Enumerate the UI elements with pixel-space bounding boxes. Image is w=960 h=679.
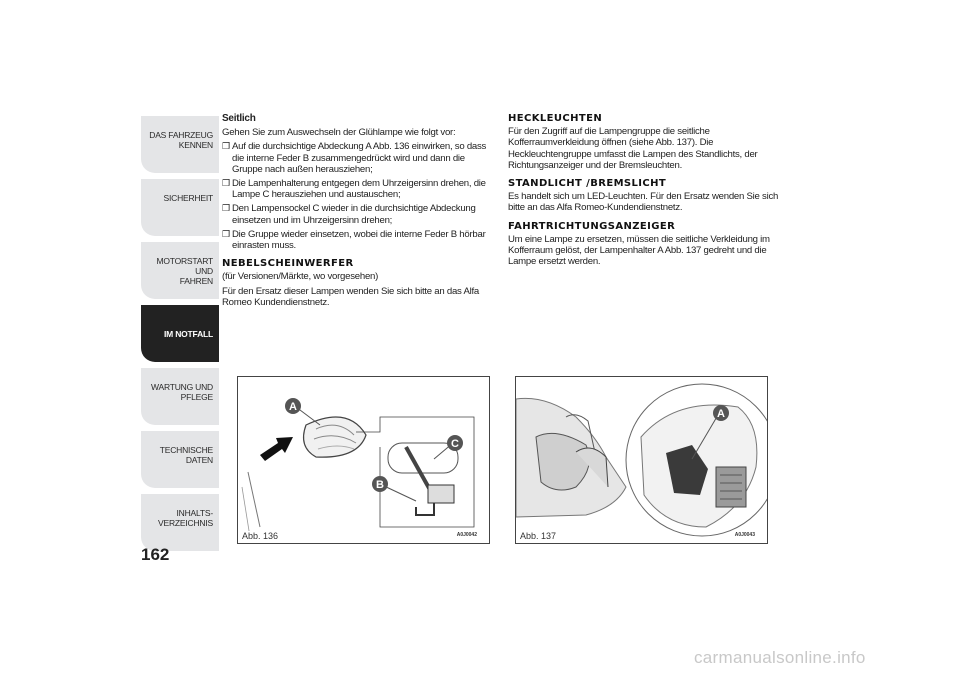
list-item: ❒ Die Lampenhalterung entgegen dem Uhrzeigersinn drehen, die Lampe C herausziehen und austauschen; bbox=[222, 178, 486, 201]
right-text-column bbox=[508, 113, 780, 270]
tab-technische-daten[interactable]: TECHNISCHE DATEN bbox=[141, 431, 219, 488]
list-item: ❒ Den Lampensockel C wieder in die durchsichtige Abdeckung einsetzen und im Uhrzeigersinn drehen; bbox=[222, 203, 476, 226]
watermark: carmanualsonline.info bbox=[694, 648, 866, 667]
figure-137 bbox=[515, 376, 768, 544]
trunk-lamp-illustration bbox=[516, 377, 767, 543]
checkbox-bullet-icon: ❒ bbox=[222, 203, 230, 214]
page-number: 162 bbox=[141, 545, 170, 564]
subheading-seitlich: Seitlich bbox=[222, 113, 256, 124]
side-indicator-illustration bbox=[238, 377, 489, 543]
list-item: ❒ Auf die durchsichtige Abdeckung A Abb. 136 einwirken, so dass die interne Feder B zusammengedrückt wird und dann die Gruppe nach außen herausziehen; bbox=[222, 141, 487, 175]
tab-wartung-und-pflege[interactable]: WARTUNG UND PFLEGE bbox=[141, 368, 219, 425]
intro-paragraph: Gehen Sie zum Auswechseln der Glühlampe wie folgt vor: bbox=[222, 127, 456, 139]
section-tabs bbox=[141, 116, 219, 557]
tail-light-paragraph: Für den Zugriff auf die Lampengruppe die seitliche Kofferraumverkleidung öffnen (siehe Abb. 137). Die Heckleuchtengruppe umfasst die Lampen des Standlichts, der Richtungsanzeiger und der Bremsleuchten. bbox=[508, 126, 758, 171]
callout-label-b: B bbox=[376, 479, 384, 491]
figure-136 bbox=[237, 376, 490, 544]
tab-inhaltsverzeichnis[interactable]: INHALTS- VERZEICHNIS bbox=[141, 494, 219, 551]
tab-das-fahrzeug-kennen[interactable]: DAS FAHRZEUG KENNEN bbox=[141, 116, 219, 173]
figure-code: A0J0042 bbox=[456, 532, 477, 538]
checkbox-bullet-icon: ❒ bbox=[222, 141, 230, 152]
indicator-paragraph: Um eine Lampe zu ersetzen, müssen die seitliche Verkleidung im Kofferraum gelöst, der Lampenhalter A Abb. 137 gedreht und die Lampe ersetzt werden. bbox=[508, 233, 770, 268]
heading-standlicht-bremslicht: STANDLICHT /BREMSLICHT bbox=[508, 178, 667, 190]
fog-light-paragraph: Für den Ersatz dieser Lampen wenden Sie sich bitte an das Alfa Romeo Kundendienstnetz. bbox=[222, 285, 480, 308]
tab-sicherheit[interactable]: SICHERHEIT bbox=[141, 179, 219, 236]
callout-label-a: A bbox=[717, 408, 725, 420]
callout-label-c: C bbox=[451, 438, 459, 450]
left-text-column bbox=[222, 113, 494, 311]
led-paragraph: Es handelt sich um LED-Leuchten. Für den Ersatz wenden Sie sich bitte an das Alfa Romeo-Kundendienstnetz. bbox=[508, 191, 779, 214]
figure-code: A0J0043 bbox=[734, 532, 755, 538]
callout-label-a: A bbox=[289, 401, 297, 413]
figure-caption: Abb. 137 bbox=[520, 531, 559, 541]
heading-fahrtrichtungsanzeiger: FAHRTRICHTUNGSANZEIGER bbox=[508, 220, 676, 232]
list-item: ❒ Die Gruppe wieder einsetzen, wobei die interne Feder B hörbar einrasten muss. bbox=[222, 228, 486, 252]
checkbox-bullet-icon: ❒ bbox=[222, 228, 230, 239]
checkbox-bullet-icon: ❒ bbox=[222, 178, 230, 189]
tab-im-notfall[interactable]: IM NOTFALL bbox=[141, 305, 219, 362]
figure-caption: Abb. 136 bbox=[242, 531, 281, 541]
heading-note: (für Versionen/Märkte, wo vorgesehen) bbox=[222, 271, 379, 283]
heading-heckleuchten: HECKLEUCHTEN bbox=[508, 113, 603, 124]
tab-motorstart-und-fahren[interactable]: MOTORSTART UND FAHREN bbox=[141, 242, 219, 299]
heading-nebelscheinwerfer: NEBELSCHEINWERFER bbox=[222, 258, 354, 270]
